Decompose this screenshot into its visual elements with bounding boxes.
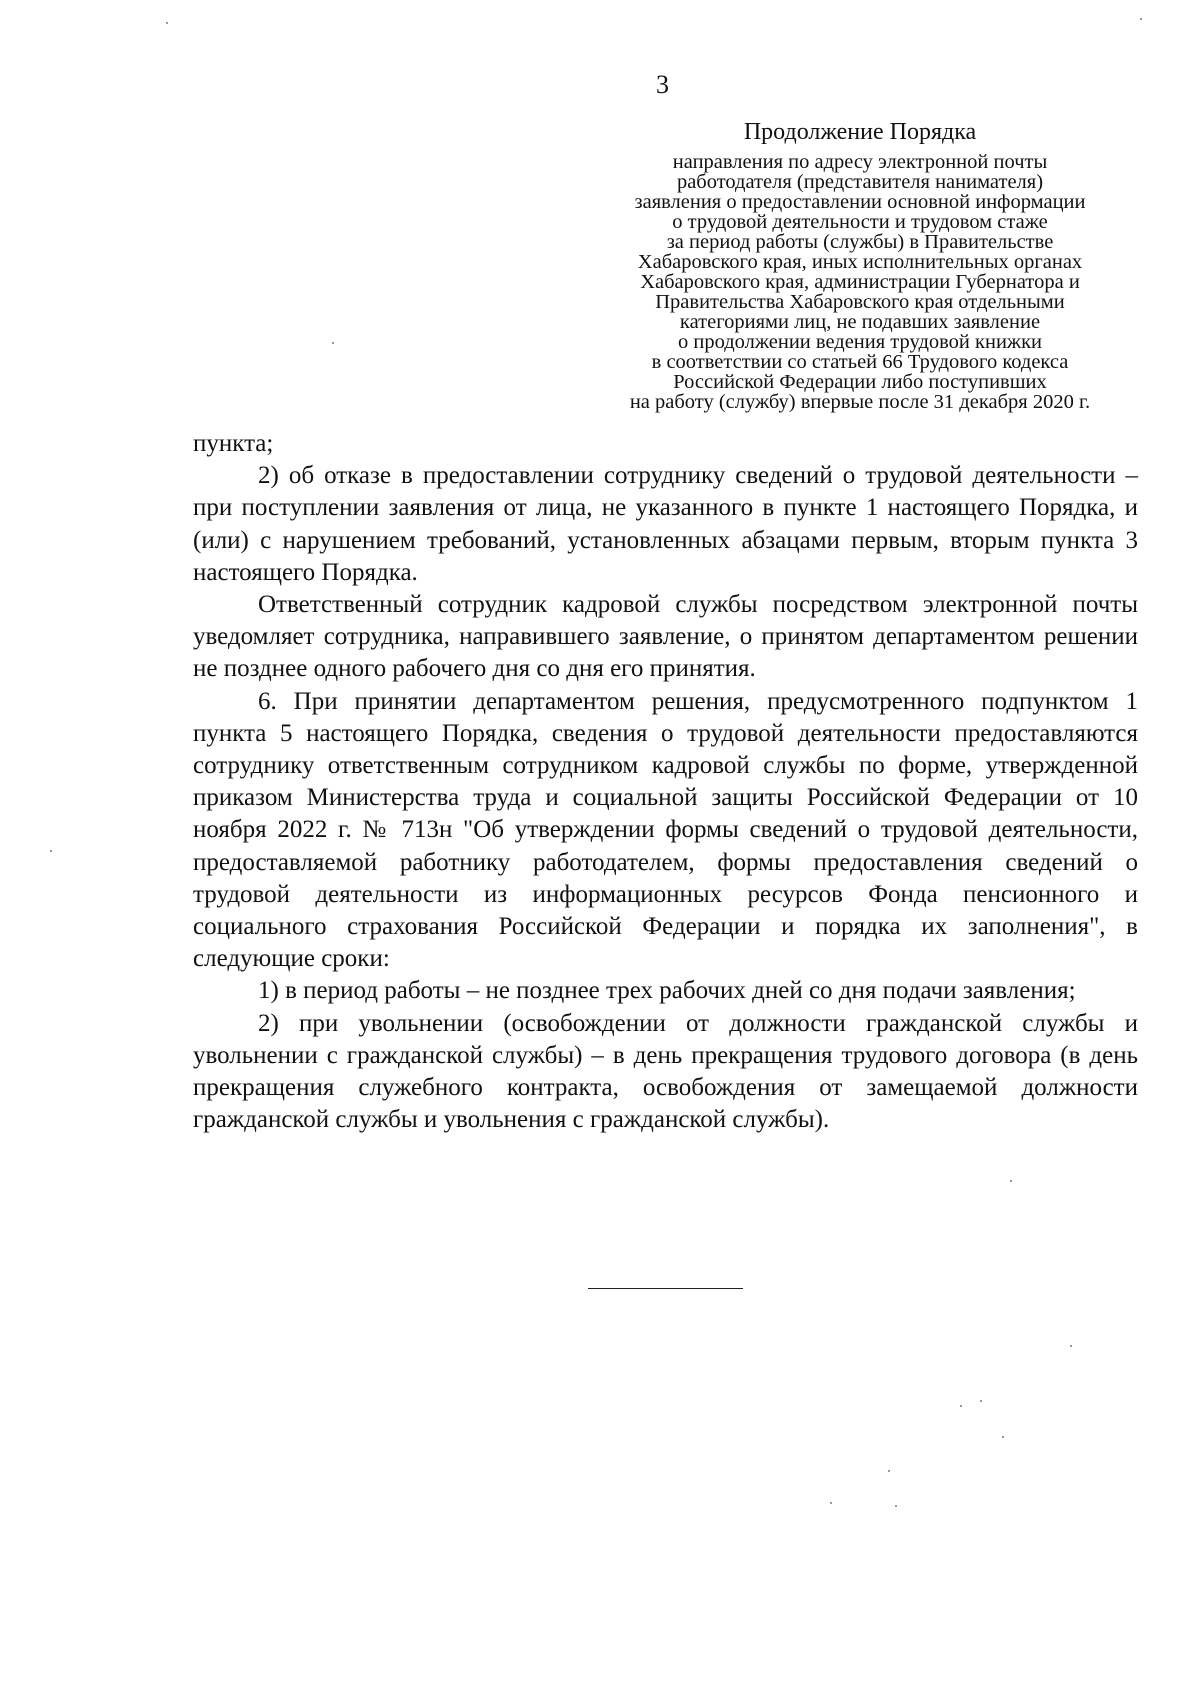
header-line: Хабаровского края, иных исполнительных органах xyxy=(637,251,1083,273)
header-line: направления по адресу электронной почты xyxy=(672,151,1048,173)
scan-speck xyxy=(50,850,52,852)
scan-speck xyxy=(830,1502,832,1504)
body-paragraph-item-6: 6. При принятии департаментом решения, предусмотренного подпунктом 1 пункта 5 настоящего Порядка, сведения о трудовой деятельности предоставляются сотруднику ответственным сотрудником кадровой службы по форме, утвержденной приказом Министерства труда и социальной защиты Российской Федерации от 10 ноября 2022 г. № 713н "Об утверждении формы сведений о трудовой деятельности, предоставляемой работнику работодателем, формы предоставления сведений о трудовой деятельности из информационных ресурсов Фонда пенсионного и социального страхования Российской Федерации и порядка их заполнения", в следующие сроки: xyxy=(193,687,1138,973)
page-number: 3 xyxy=(656,70,669,99)
body-paragraph-work-period: 1) в период работы – не позднее трех рабочих дней со дня подачи заявления; xyxy=(258,977,1076,1005)
body-paragraph-refusal: 2) об отказе в предоставлении сотруднику сведений о трудовой деятельности – при поступлении заявления от лица, не указанного в пункте 1 настоящего Порядка, и (или) с нарушением требований, установленных абзацами первым, вторым пункта 3 настоящего Порядка. xyxy=(193,462,1138,586)
header-line: о продолжении ведения трудовой книжки xyxy=(677,331,1043,353)
scan-speck xyxy=(895,1505,897,1507)
header-line: за период работы (службы) в Правительстве xyxy=(666,231,1054,253)
scan-speck xyxy=(1010,1180,1012,1182)
continuation-header xyxy=(580,118,1140,412)
scan-speck xyxy=(960,1405,962,1407)
body-paragraph-continuation: пункта; xyxy=(193,430,274,457)
scan-speck xyxy=(1070,1345,1072,1347)
header-line: заявления о предоставлении основной информации xyxy=(634,191,1086,213)
header-line: категориями лиц, не подавших заявление xyxy=(679,311,1041,333)
closing-rule xyxy=(588,1288,743,1289)
header-line: о трудовой деятельности и трудовом стаже xyxy=(672,211,1048,233)
header-line: Российской Федерации либо поступивших xyxy=(673,371,1047,393)
scan-speck xyxy=(332,342,334,344)
scan-speck xyxy=(980,1400,982,1402)
header-title: Продолжение Порядка xyxy=(743,119,977,145)
scan-speck xyxy=(1002,1436,1004,1438)
header-line: на работу (службу) впервые после 31 декабря 2020 г. xyxy=(629,391,1091,413)
document-body xyxy=(193,428,1138,1136)
header-line: Правительства Хабаровского края отдельными xyxy=(655,291,1065,313)
header-line: Хабаровского края, администрации Губернатора и xyxy=(640,271,1080,293)
scan-speck xyxy=(166,22,168,24)
body-paragraph-dismissal: 2) при увольнении (освобождении от должности гражданской службы и увольнении с гражданской службы) – в день прекращения трудового договора (в день прекращения служебного контракта, освобождения от замещаемой должности гражданской службы и увольнения с гражданской службы). xyxy=(193,1009,1138,1134)
header-line: работодателя (представителя нанимателя) xyxy=(676,171,1044,193)
body-paragraph-notification: Ответственный сотрудник кадровой службы посредством электронной почты уведомляет сотрудника, направившего заявление, о принятом департаментом решении не позднее одного рабочего дня со дня его принятия. xyxy=(193,591,1138,683)
scan-speck xyxy=(1140,18,1142,20)
header-line: в соответствии со статьей 66 Трудового кодекса xyxy=(651,351,1069,373)
scan-speck xyxy=(888,1470,890,1472)
